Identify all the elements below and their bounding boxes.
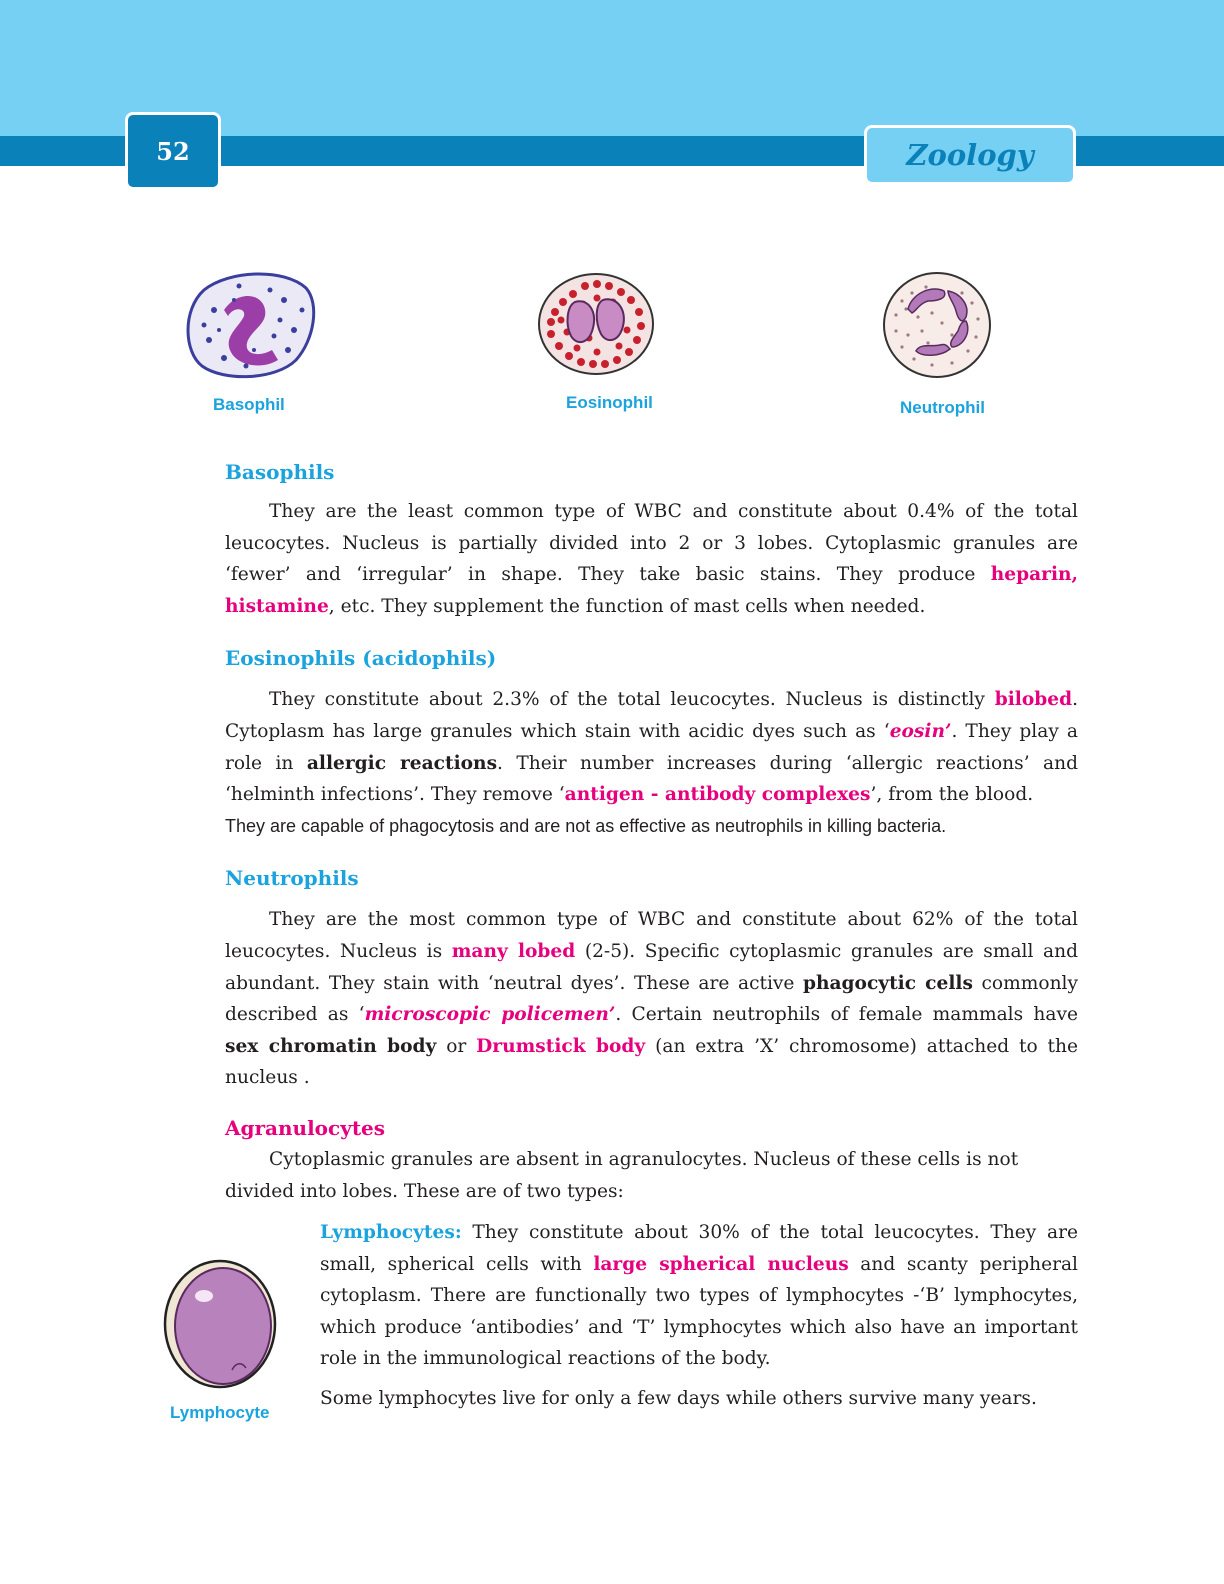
neutrophils-text-3: commonly described as ‘	[225, 972, 1078, 1026]
neutrophils-highlight-many-lobed: many lobed	[451, 940, 576, 962]
eosinophil-illustration	[537, 272, 655, 376]
page-number: 52	[156, 137, 190, 166]
basophils-paragraph	[225, 496, 1078, 622]
neutrophils-heading: Neutrophils	[225, 866, 359, 891]
basophils-heading: Basophils	[225, 460, 335, 484]
eosinophils-text-3: . They play a role in	[225, 720, 1078, 774]
eosinophils-text-1: They constitute about 2.3% of the total leucocytes. Nucleus is distinctly	[269, 689, 995, 711]
lymphocytes-block	[320, 1217, 1078, 1415]
neutrophil-caption: Neutrophil	[900, 398, 985, 417]
neutrophils-highlight-policemen: microscopic policemen’	[364, 1004, 616, 1026]
neutrophil-illustration	[882, 271, 992, 379]
subject-box	[864, 125, 1076, 185]
neutrophils-text-6: (an extra ’X’ chromosome) attached to the nucleus .	[225, 1035, 1078, 1089]
neutrophils-paragraph	[225, 904, 1078, 1094]
basophils-text-1: They are the least common type of WBC and constitute about 0.4% of the total leucocytes. Nucleus is partially divided into 2 or 3 lobes. Cytoplasmic granules are ‘fewer’ and ‘irregular’ in shape. They take basic stains. They produce	[225, 501, 1078, 586]
eosinophils-heading: Eosinophils (acidophils)	[225, 646, 497, 671]
lymphocytes-last-line: Some lymphocytes live for only a few days while others survive many years.	[320, 1388, 1037, 1410]
lymphocytes-text-1: They constitute about 30% of the total leucocytes. They are small, spherical cells with	[320, 1222, 1078, 1275]
basophil-illustration	[184, 270, 318, 382]
neutrophils-bold-phagocytic: phagocytic cells	[802, 972, 973, 994]
eosinophil-caption: Eosinophil	[566, 393, 653, 412]
lymphocytes-paragraph	[320, 1217, 1078, 1375]
eosinophils-text-2: . Cytoplasm has large granules which stain with acidic dyes such as ‘	[225, 689, 1078, 742]
agranulocytes-paragraph: Cytoplasmic granules are absent in agranulocytes. Nucleus of these cells is not divided into lobes. These are of two types:	[225, 1148, 1019, 1202]
basophils-text-2: , etc. They supplement the function of mast cells when needed.	[328, 595, 926, 617]
eosinophils-paragraph	[225, 684, 1078, 810]
main-content	[225, 460, 1078, 1415]
lymphocyte-caption: Lymphocyte	[170, 1403, 270, 1422]
neutrophils-text-1: They are the most common type of WBC and constitute about 62% of the total leucocytes. Nucleus is	[225, 909, 1078, 962]
eosinophils-text-4: . Their number increases during ‘allergic reactions’ and ‘helminth infections’. They remove ‘	[225, 752, 1078, 806]
neutrophils-text-2: (2-5). Specific cytoplasmic granules are small and abundant. They stain with ‘neutral dyes’. These are active	[225, 940, 1078, 994]
lymphocytes-label: Lymphocytes:	[320, 1222, 462, 1244]
eosinophils-bold-allergic: allergic reactions	[306, 752, 498, 774]
neutrophils-text-4: . Certain neutrophils of female mammals have	[615, 1004, 1078, 1026]
lymphocytes-highlight-nucleus: large spherical nucleus	[593, 1253, 849, 1275]
subject-title: Zoology	[906, 138, 1034, 172]
basophil-caption: Basophil	[213, 395, 285, 414]
basophils-highlight-heparin: heparin, histamine	[225, 564, 1078, 617]
agranulocytes-heading: Agranulocytes	[225, 1115, 386, 1140]
eosinophils-highlight-eosin: eosin’	[889, 720, 952, 742]
page-number-box	[125, 112, 221, 190]
eosinophils-text-5: ’, from the blood.	[870, 784, 1034, 806]
neutrophils-text-5: or	[436, 1035, 477, 1057]
neutrophils-bold-sex-chromatin: sex chromatin body	[225, 1035, 437, 1057]
neutrophils-highlight-drumstick: Drumstick body	[476, 1035, 646, 1057]
eosinophils-last-line: They are capable of phagocytosis and are not as effective as neutrophils in killing bacteria.	[225, 815, 947, 836]
eosinophils-highlight-antigen: antigen - antibody complexes	[564, 784, 871, 806]
lymphocytes-text-2: and scanty peripheral cytoplasm. There are functionally two types of lymphocytes -‘B’ lymphocytes, which produce ‘antibodies’ and ‘T’ lymphocytes which also have an important role in the immunological reactions of the body.	[320, 1253, 1078, 1370]
eosinophils-highlight-bilobed: bilobed	[994, 689, 1073, 711]
